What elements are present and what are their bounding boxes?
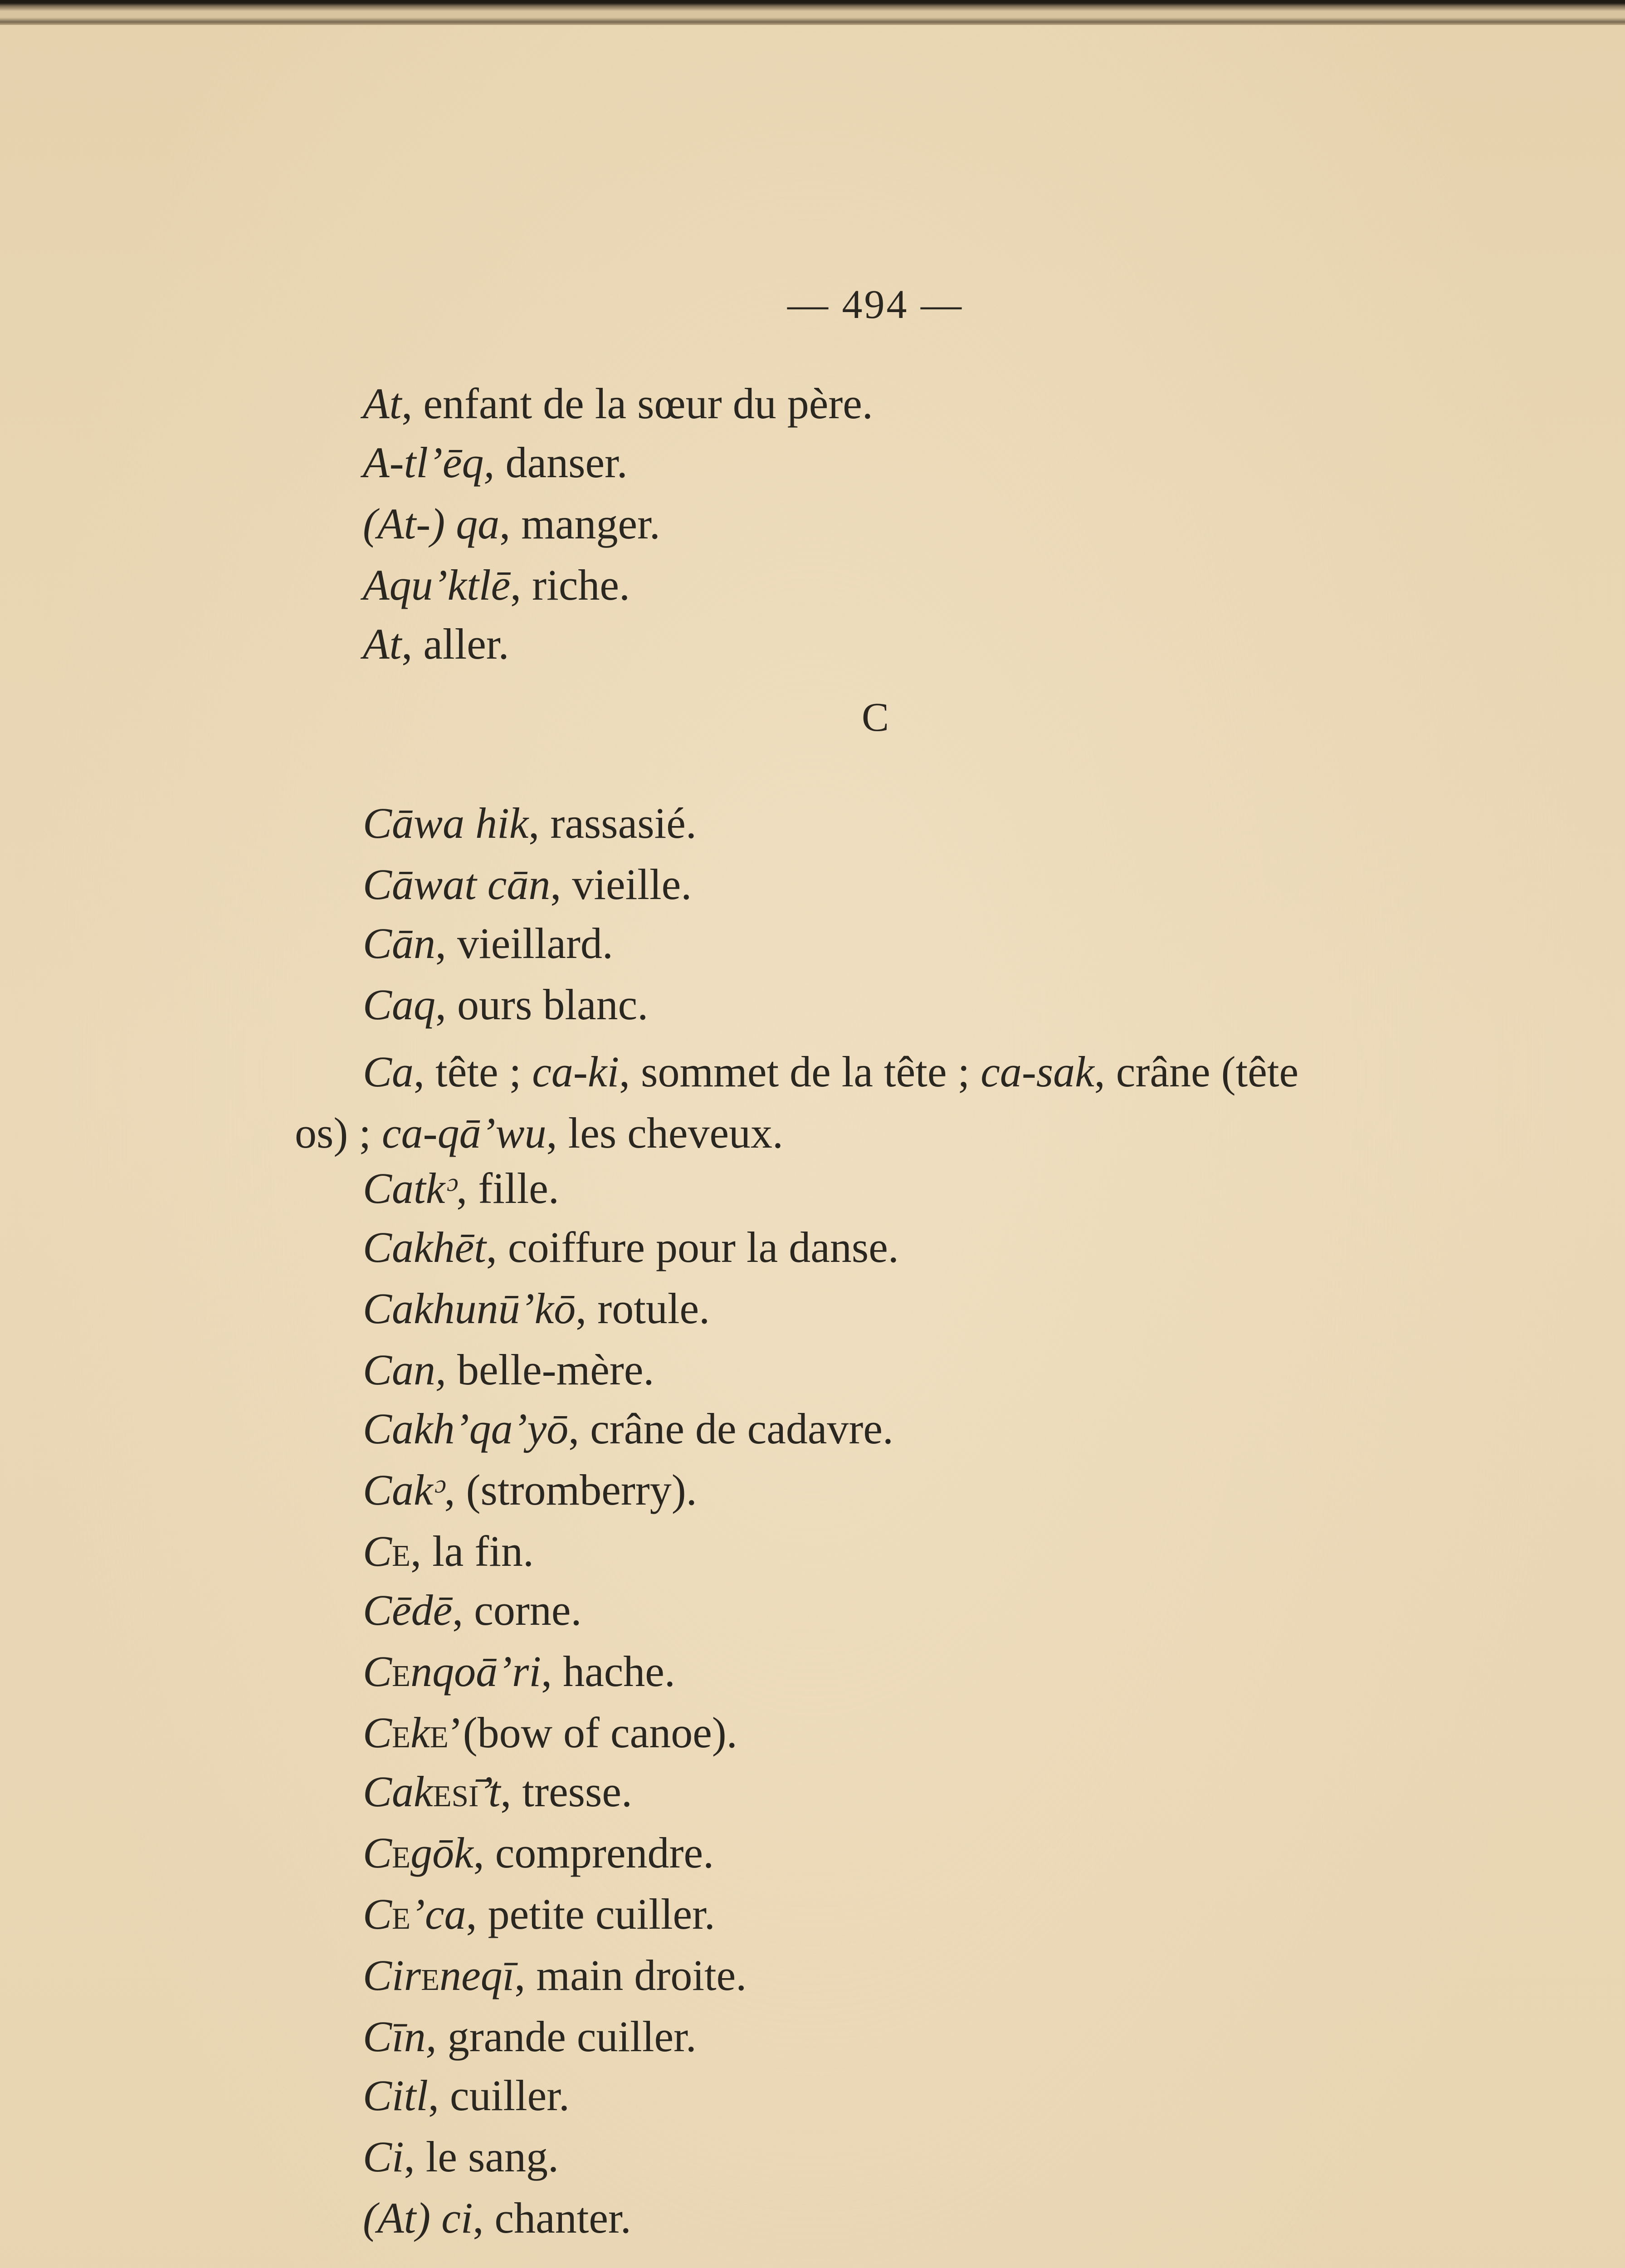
dictionary-entry	[363, 919, 613, 968]
headword: C	[363, 1527, 392, 1575]
dictionary-entry	[363, 499, 660, 549]
definition: danser.	[494, 438, 628, 487]
headword: Cīn,	[363, 2012, 437, 2061]
headword-small-caps: E	[392, 1539, 411, 1573]
definition: , vieillard.	[435, 919, 613, 968]
dictionary-entry	[363, 1585, 581, 1635]
headword: Catkᵓ	[363, 1164, 457, 1212]
headword-small-caps: E	[421, 1963, 440, 1997]
dictionary-entry	[363, 1950, 747, 2005]
dictionary-entry	[363, 1708, 737, 1762]
definition: , la fin.	[410, 1527, 534, 1575]
definition: , tresse.	[500, 1767, 632, 1816]
dictionary-entry	[363, 860, 692, 909]
definition: os) ;	[295, 1109, 382, 1157]
headword: C	[363, 1647, 392, 1696]
headword: C	[363, 1708, 392, 1757]
headword: Caq	[363, 980, 436, 1029]
headword: Cēdē	[363, 1586, 453, 1634]
headword: k	[410, 1708, 430, 1757]
headword: Cakhēt	[363, 1223, 486, 1271]
headword: A-tl’ēq,	[363, 438, 495, 487]
definition: , riche.	[510, 561, 630, 609]
definition: , comprendre.	[473, 1828, 714, 1877]
definition: , vieille.	[550, 860, 692, 909]
headword-small-caps: E	[392, 1659, 411, 1693]
headword: gōk	[410, 1828, 473, 1877]
definition: , corne.	[452, 1586, 582, 1634]
headword: ca-qā’wu	[382, 1109, 547, 1157]
headword: Aqu’ktlē	[363, 561, 511, 609]
dictionary-entry	[363, 980, 648, 1030]
headword: Ci	[363, 2132, 404, 2181]
headword: (At-) qa	[363, 499, 500, 548]
definition: grande cuiller.	[436, 2012, 697, 2061]
dictionary-entry	[363, 1284, 710, 1334]
dictionary-entry	[363, 2071, 570, 2121]
definition: , crâne (tête	[1094, 1047, 1299, 1096]
definition: , chanter.	[473, 2194, 631, 2242]
definition: , les cheveux.	[546, 1109, 784, 1157]
dictionary-entry	[363, 560, 630, 610]
definition: , rotule.	[576, 1284, 710, 1333]
dictionary-entry	[363, 1345, 654, 1395]
definition: , sommet de la tête ;	[619, 1047, 981, 1096]
headword: nqoā’ri	[410, 1647, 542, 1696]
dictionary-entry	[363, 1647, 675, 1701]
headword: ca-sak	[981, 1047, 1094, 1096]
dictionary-entry	[363, 1889, 715, 1944]
definition: , ours blanc.	[435, 980, 649, 1029]
headword-small-caps: E	[392, 1840, 411, 1874]
dictionary-entry	[363, 1404, 893, 1454]
dictionary-entry	[363, 2012, 697, 2062]
definition: , fille.	[456, 1164, 559, 1212]
headword: Cakᵓ	[363, 1466, 444, 1514]
headword: Ca	[363, 1047, 414, 1096]
headword: (At) ci	[363, 2194, 473, 2242]
headword-small-caps: E	[392, 1901, 411, 1936]
page-top-edge	[0, 0, 1625, 25]
dictionary-entry	[363, 1828, 714, 1882]
entry-continuation	[295, 1102, 1298, 1163]
definition: , coiffure pour la danse.	[486, 1223, 899, 1271]
headword: ’ca	[410, 1890, 466, 1938]
dictionary-entry	[363, 1163, 559, 1213]
definition: , rassasié.	[528, 799, 697, 847]
headword-small-caps: ESI	[433, 1779, 479, 1813]
definition: , tête ;	[414, 1047, 532, 1096]
dictionary-entry	[363, 438, 628, 488]
headword: Cir	[363, 1951, 421, 1999]
definition: , (stromberry).	[444, 1466, 697, 1514]
headword: Cakh’qa’yō	[363, 1404, 569, 1453]
headword: Cakhunū’kō	[363, 1284, 576, 1333]
definition: , le sang.	[404, 2132, 559, 2181]
headword: C	[363, 1828, 392, 1877]
headword: Citl	[363, 2071, 429, 2120]
dictionary-entry	[363, 619, 509, 669]
headword: Cak	[363, 1767, 433, 1816]
headword-small-caps: E	[429, 1720, 449, 1754]
definition: , hache.	[541, 1647, 675, 1696]
page-number: — 494 —	[787, 282, 963, 327]
headword: Cāwat cān	[363, 860, 551, 909]
dictionary-entry	[295, 1041, 1299, 1163]
definition: , crâne de cadavre.	[568, 1404, 893, 1453]
headword: neqī	[439, 1951, 515, 1999]
definition: ’(bow of canoe).	[448, 1708, 737, 1757]
dictionary-entry	[363, 2193, 631, 2243]
dictionary-entry	[363, 379, 873, 429]
headword: Cān	[363, 919, 436, 968]
dictionary-entry	[363, 1526, 534, 1581]
definition: , cuiller.	[428, 2071, 570, 2120]
headword: Cāwa hik	[363, 799, 529, 847]
headword: C	[363, 1890, 392, 1938]
dictionary-entry	[363, 798, 697, 848]
definition: belle-mère.	[446, 1345, 654, 1394]
headword: At	[363, 620, 402, 668]
headword: Can,	[363, 1345, 447, 1394]
definition: , petite cuiller.	[466, 1890, 715, 1938]
dictionary-entry	[363, 1222, 899, 1272]
headword: ca-ki	[532, 1047, 620, 1096]
section-heading: C	[861, 695, 889, 740]
headword: ̄’t	[478, 1767, 501, 1816]
dictionary-entry	[363, 1767, 632, 1821]
dictionary-entry	[363, 1465, 697, 1515]
headword-small-caps: E	[392, 1720, 411, 1754]
definition: , enfant de la sœur du père.	[401, 379, 873, 428]
definition: , aller.	[401, 620, 509, 668]
dictionary-entry	[363, 2132, 559, 2182]
headword: At	[363, 379, 402, 428]
definition: , manger.	[499, 499, 660, 548]
definition: , main droite.	[514, 1951, 747, 1999]
